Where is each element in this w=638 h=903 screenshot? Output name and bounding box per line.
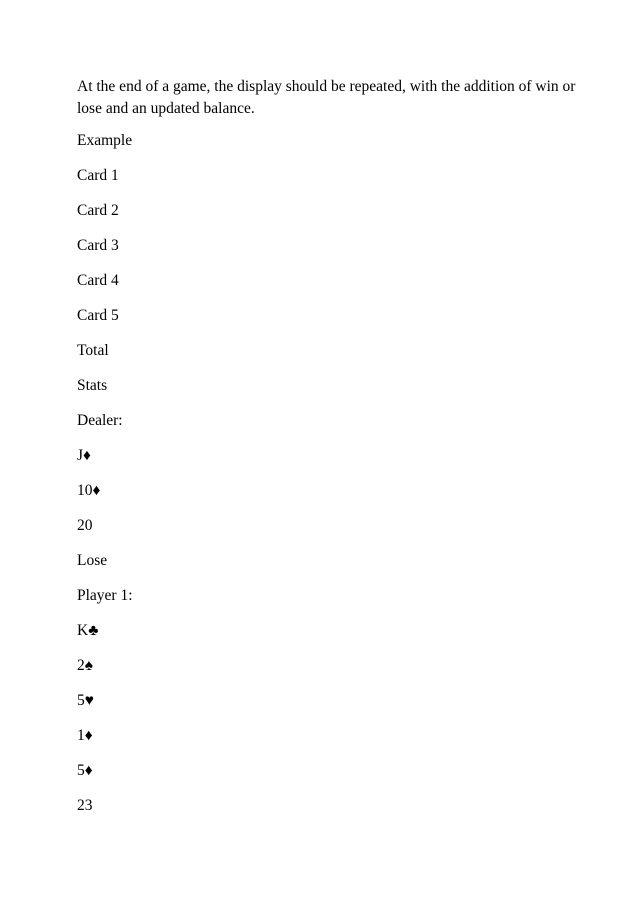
text-line-card-5: Card 5 <box>77 307 119 324</box>
text-line-card-1: Card 1 <box>77 167 119 184</box>
text-line-player-1: Player 1: <box>77 587 133 604</box>
text-line-player-card-2: 2♠ <box>77 657 93 674</box>
text-line-dealer-card-1: J♦ <box>77 447 91 464</box>
text-line-dealer-card-2: 10♦ <box>77 482 101 499</box>
text-line-player-total: 23 <box>77 797 93 814</box>
text-line-player-card-1: K♣ <box>77 622 99 639</box>
text-line-player-card-5: 5♦ <box>77 762 93 779</box>
text-line-dealer-total: 20 <box>77 517 93 534</box>
text-line-card-3: Card 3 <box>77 237 119 254</box>
text-line-player-card-4: 1♦ <box>77 727 93 744</box>
text-line-stats: Stats <box>77 377 108 394</box>
text-line-card-4: Card 4 <box>77 272 119 289</box>
text-line-dealer-result: Lose <box>77 552 108 569</box>
text-line-card-2: Card 2 <box>77 202 119 219</box>
text-line-player-card-3: 5♥ <box>77 692 94 709</box>
text-line-dealer: Dealer: <box>77 412 123 429</box>
intro-paragraph: At the end of a game, the display should be repeated, with the addition of win or lose and an updated balance. <box>77 78 576 117</box>
text-line-total: Total <box>77 342 109 359</box>
text-line-example: Example <box>77 132 133 149</box>
